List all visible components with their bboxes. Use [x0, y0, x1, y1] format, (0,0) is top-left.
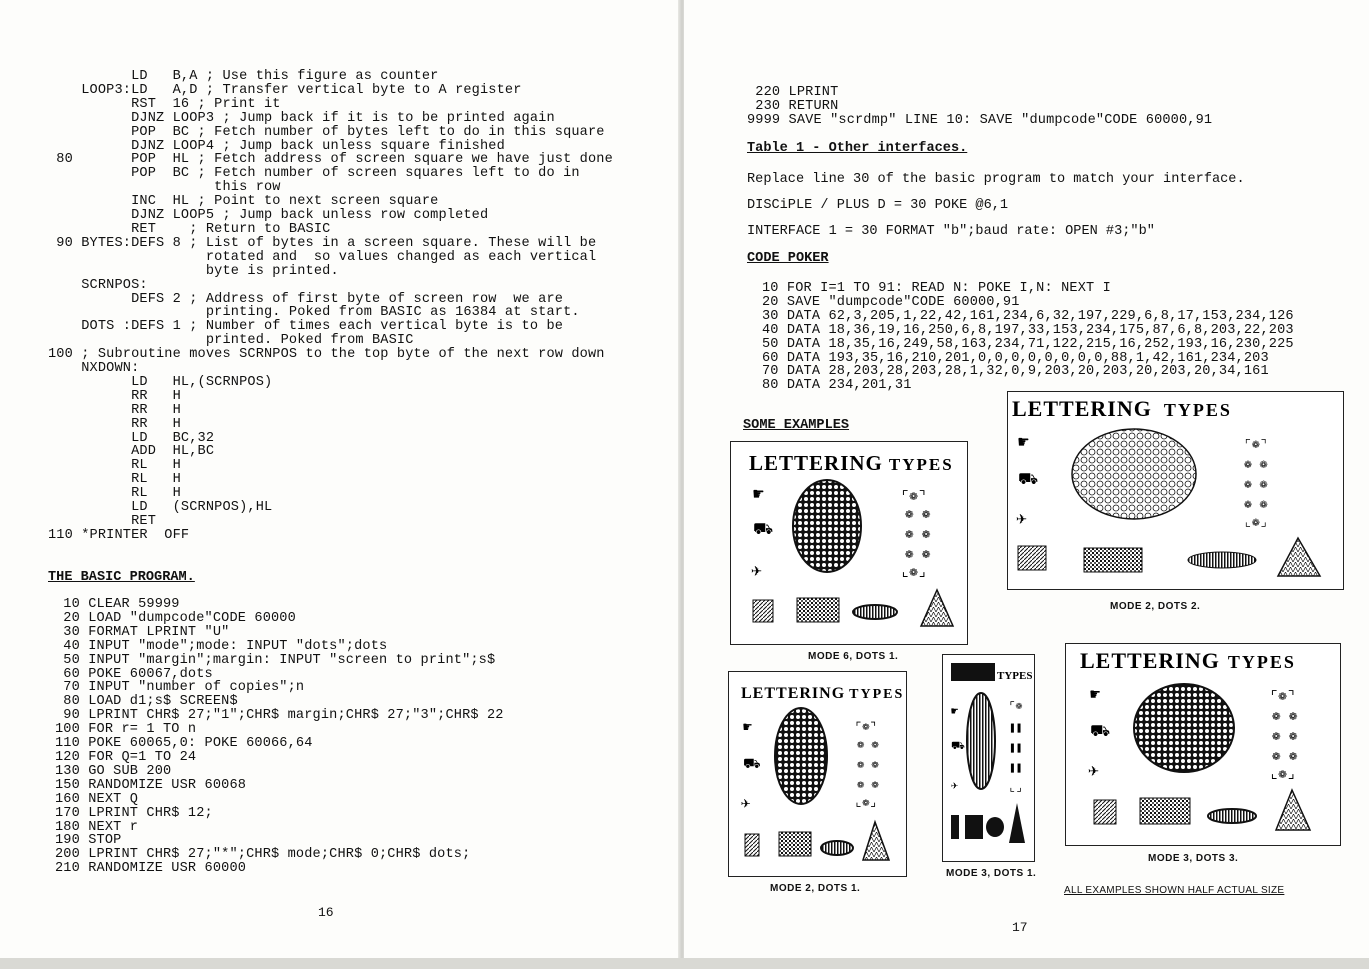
svg-text:☛: ☛	[951, 704, 959, 718]
figure-mode2-dots2	[1007, 391, 1344, 590]
svg-text:☛: ☛	[743, 718, 753, 736]
some-examples-heading: SOME EXAMPLES	[743, 418, 850, 433]
svg-text:☛: ☛	[753, 484, 764, 505]
figure-mode6-dots1	[730, 441, 968, 645]
code-line: DJNZ LOOP4 ; Jump back unless square finished	[48, 138, 505, 154]
svg-text:LETTERINGTYPES	[741, 685, 904, 702]
lettering-sample-image	[943, 655, 1034, 861]
car-icon	[753, 519, 773, 538]
table-1-heading: Table 1 - Other interfaces.	[747, 141, 968, 156]
basic-program-listing	[55, 598, 504, 876]
svg-text:✈: ✈	[1016, 508, 1027, 529]
code-line: rotated and so values changed as each vertical	[48, 249, 597, 265]
code-line: 40 INPUT "mode";mode: INPUT "dots";dots	[55, 638, 388, 654]
lettering-sample-image	[729, 672, 906, 876]
code-line: 70 DATA 28,203,28,203,28,1,32,0,9,203,20,203,20,203,20,34,161	[762, 364, 1269, 380]
hand-icon	[951, 704, 958, 718]
code-line: 230 RETURN	[747, 98, 839, 114]
svg-text:❁ ❁: ❁ ❁	[905, 526, 931, 542]
svg-text:TYPES: TYPES	[997, 670, 1033, 682]
svg-text:❁ ❁: ❁ ❁	[905, 546, 931, 562]
svg-text:❁ ❁: ❁ ❁	[857, 777, 879, 791]
code-line: RL H	[48, 486, 181, 502]
code-line: 180 NEXT r	[55, 819, 139, 835]
caption-mode3-dots3: MODE 3, DOTS 3.	[1148, 853, 1239, 864]
code-line: 150 RANDOMIZE USR 60068	[55, 777, 247, 793]
code-line: 80 LOAD d1;s$ SCREEN$	[55, 694, 238, 710]
page-number-left: 16	[318, 905, 334, 920]
code-line: 30 DATA 62,3,205,1,22,42,161,234,6,32,197,229,6,8,17,153,234,126	[762, 308, 1294, 324]
hand-icon	[1090, 685, 1100, 705]
code-line: RET	[48, 514, 156, 529]
code-line: DJNZ LOOP3 ; Jump back if it is to be printed again	[48, 110, 555, 126]
code-line: 10 FOR I=1 TO 91: READ N: POKE I,N: NEXT I	[762, 281, 1111, 296]
svg-text:✈: ✈	[751, 560, 762, 581]
code-line: RL H	[48, 472, 181, 488]
svg-text:⌜❁⌝: ⌜❁⌝	[1244, 437, 1268, 452]
lettering-sample-image	[1066, 644, 1340, 845]
figure-title-outline: LETTERING	[1012, 396, 1152, 421]
half-size-note: ALL EXAMPLES SHOWN HALF ACTUAL SIZE	[1064, 885, 1285, 896]
code-line: 30 FORMAT LPRINT "U"	[55, 624, 230, 640]
figure-title-plain: TYPES	[849, 687, 905, 702]
caption-mode2-dots2: MODE 2, DOTS 2.	[1110, 601, 1201, 612]
plane-icon	[751, 560, 762, 581]
replace-line-instruction: Replace line 30 of the basic program to match your interface.	[747, 172, 1245, 187]
code-line: POP BC ; Fetch number of screen squares left to do in	[48, 166, 580, 182]
svg-text:⌞❁⌟: ⌞❁⌟	[1244, 515, 1268, 530]
svg-text:❁ ❁: ❁ ❁	[1272, 728, 1298, 744]
plane-icon	[1088, 760, 1099, 781]
svg-text:⌜❁: ⌜❁	[1009, 699, 1023, 712]
assembly-listing	[48, 70, 613, 543]
code-line: POP BC ; Fetch number of bytes left to do in this square	[48, 124, 605, 140]
code-line: LOOP3:LD A,D ; Transfer vertical byte to A register	[48, 82, 522, 98]
code-line: 20 LOAD "dumpcode"CODE 60000	[55, 610, 296, 626]
svg-text:❁ ❁: ❁ ❁	[905, 506, 931, 522]
svg-text:☛: ☛	[1018, 432, 1029, 453]
plane-icon	[1016, 508, 1027, 529]
car-icon	[1018, 469, 1038, 488]
figure-title-plain: TYPES	[1227, 652, 1296, 672]
code-line: printing. Poked from BASIC as 16384 at start.	[48, 305, 580, 321]
code-line: 170 LPRINT CHR$ 12;	[55, 805, 213, 821]
right-page	[684, 0, 1369, 969]
code-line: 9999 SAVE "scrdmp" LINE 10: SAVE "dumpcode"CODE 60000,91	[747, 112, 1213, 128]
svg-text:⛟: ⛟	[753, 519, 774, 538]
svg-text:⛟: ⛟	[1090, 721, 1111, 740]
svg-text:✈: ✈	[1088, 760, 1099, 781]
code-line: 190 STOP	[55, 833, 122, 849]
code-line: 90 LPRINT CHR$ 27;"1";CHR$ margin;CHR$ 27;"3";CHR$ 22	[55, 708, 504, 724]
code-line: ADD HL,BC	[48, 444, 215, 460]
svg-text:⌜❁⌝: ⌜❁⌝	[901, 488, 927, 504]
figure-mode3-dots1	[942, 654, 1035, 862]
code-line: 100 FOR r= 1 TO n	[55, 722, 197, 738]
code-line: 70 INPUT "number of copies";n	[55, 680, 305, 696]
svg-text:❁ ❁: ❁ ❁	[1244, 457, 1268, 472]
svg-text:LETTERINGTYPES	[1012, 396, 1232, 421]
code-line: DEFS 2 ; Address of first byte of screen row we are	[48, 291, 564, 307]
code-line: DOTS :DEFS 1 ; Number of times each vertical byte is to be	[48, 319, 564, 335]
code-line: LD (SCRNPOS),HL	[48, 500, 273, 516]
svg-text:⌜❁⌝: ⌜❁⌝	[1270, 688, 1296, 704]
car-icon	[743, 756, 761, 772]
figure-title-outline: LETTERING	[741, 685, 846, 702]
code-line: SCRNPOS:	[48, 277, 148, 293]
code-line: byte is printed.	[48, 263, 339, 279]
code-line: 60 POKE 60067,dots	[55, 666, 213, 682]
page-number-right: 17	[1012, 920, 1028, 935]
svg-text:⌜❁⌝: ⌜❁⌝	[855, 719, 877, 733]
plane-icon	[951, 778, 958, 792]
code-line: 50 INPUT "margin";margin: INPUT "screen to print";s$	[55, 652, 496, 668]
code-line: LD BC,32	[48, 430, 215, 446]
code-line: 80 POP HL ; Fetch address of screen square we have just done	[48, 152, 613, 168]
code-line: 120 FOR Q=1 TO 24	[55, 749, 197, 765]
svg-text:LETTERINGTYPES	[1080, 648, 1296, 673]
lettering-sample-image	[1008, 392, 1343, 589]
svg-text:☛: ☛	[1090, 685, 1101, 705]
svg-text:❁ ❁: ❁ ❁	[1244, 497, 1268, 512]
code-line: 200 LPRINT CHR$ 27;"*";CHR$ mode;CHR$ 0;CHR$ dots;	[55, 847, 471, 863]
code-line: RST 16 ; Print it	[48, 96, 281, 112]
figure-title-outline: LETTERING	[1080, 648, 1220, 673]
code-line: 20 SAVE "dumpcode"CODE 60000,91	[762, 294, 1020, 310]
code-line: 40 DATA 18,36,19,16,250,6,8,197,33,153,234,175,87,6,8,203,22,203	[762, 322, 1294, 338]
left-page	[0, 0, 680, 969]
code-line: RL H	[48, 458, 181, 474]
svg-text:✈: ✈	[741, 793, 751, 812]
code-line: 110 POKE 60065,0: POKE 60066,64	[55, 736, 313, 752]
caption-mode3-dots1: MODE 3, DOTS 1.	[946, 868, 1037, 879]
code-line: 80 DATA 234,201,31	[762, 378, 912, 394]
code-line: 210 RANDOMIZE USR 60000	[55, 861, 247, 877]
code-line: LD HL,(SCRNPOS)	[48, 374, 273, 390]
code-line: LD B,A ; Use this figure as counter	[48, 69, 439, 84]
code-line: 220 LPRINT	[747, 85, 839, 100]
code-line: 10 CLEAR 59999	[55, 597, 180, 612]
basic-program-continuation	[747, 86, 1212, 128]
lettering-sample-image	[731, 442, 967, 644]
basic-program-heading: THE BASIC PROGRAM.	[48, 570, 195, 585]
page-bottom-edge	[0, 958, 1369, 969]
code-line: 90 BYTES:DEFS 8 ; List of bytes in a screen square. These will be	[48, 235, 597, 251]
svg-text:✈: ✈	[951, 778, 959, 792]
svg-text:❁ ❁: ❁ ❁	[857, 737, 879, 751]
svg-text:❚❚: ❚❚	[1009, 741, 1023, 754]
code-line: printed. Poked from BASIC	[48, 333, 414, 349]
code-line: RET ; Return to BASIC	[48, 221, 331, 237]
car-icon	[951, 739, 965, 752]
svg-text:❁ ❁: ❁ ❁	[1272, 748, 1298, 764]
disciple-plus-d-line: DISCiPLE / PLUS D = 30 POKE @6,1	[747, 198, 1009, 213]
code-line: RR H	[48, 416, 181, 432]
figure-title-plain: TYPES	[888, 455, 954, 474]
code-line: INC HL ; Point to next screen square	[48, 194, 439, 210]
hand-icon	[743, 718, 752, 736]
svg-text:LETTERINGTYPES	[749, 451, 954, 475]
code-line: 50 DATA 18,35,16,249,58,163,234,71,122,215,16,252,193,16,230,225	[762, 336, 1294, 352]
code-line: RR H	[48, 402, 181, 418]
code-line: 100 ; Subroutine moves SCRNPOS to the top byte of the next row down	[48, 347, 605, 363]
interface-1-line: INTERFACE 1 = 30 FORMAT "b";baud rate: OPEN #3;"b"	[747, 224, 1155, 239]
svg-text:⛟: ⛟	[1018, 469, 1039, 488]
figure-mode3-dots3	[1065, 643, 1341, 846]
svg-text:❁ ❁: ❁ ❁	[857, 757, 879, 771]
caption-mode2-dots1: MODE 2, DOTS 1.	[770, 883, 861, 894]
code-line: 60 DATA 193,35,16,210,201,0,0,0,0,0,0,0,0,88,1,42,161,234,203	[762, 350, 1269, 366]
code-line: 110 *PRINTER OFF	[48, 527, 190, 543]
svg-text:⌞❁⌟: ⌞❁⌟	[855, 795, 877, 809]
svg-text:❚❚: ❚❚	[1009, 761, 1023, 774]
hand-icon	[753, 484, 764, 505]
car-icon	[1090, 721, 1110, 740]
svg-text:⛟: ⛟	[951, 739, 965, 752]
code-line: this row	[48, 180, 281, 196]
svg-text:❁ ❁: ❁ ❁	[1244, 477, 1268, 492]
plane-icon	[741, 793, 751, 812]
code-line: 130 GO SUB 200	[55, 763, 172, 779]
code-line: 160 NEXT Q	[55, 791, 139, 807]
code-poker-heading: CODE POKER	[747, 251, 829, 266]
hand-icon	[1018, 432, 1029, 453]
code-line: RR H	[48, 388, 181, 404]
code-poker-listing	[762, 282, 1294, 393]
svg-text:⌞⌟: ⌞⌟	[1009, 781, 1023, 794]
figure-title-outline: LETTERING	[749, 451, 883, 475]
code-line: NXDOWN:	[48, 361, 140, 377]
svg-text:⌞❁⌟: ⌞❁⌟	[1270, 766, 1296, 782]
svg-text:⛟: ⛟	[743, 756, 761, 772]
figure-mode2-dots1	[728, 671, 907, 877]
svg-text:⌞❁⌟: ⌞❁⌟	[901, 564, 927, 580]
svg-text:❁ ❁: ❁ ❁	[1272, 708, 1298, 724]
code-line: DJNZ LOOP5 ; Jump back unless row completed	[48, 208, 489, 224]
svg-text:❚❚: ❚❚	[1009, 721, 1023, 734]
caption-mode6-dots1: MODE 6, DOTS 1.	[808, 651, 899, 662]
figure-title-plain: TYPES	[1163, 400, 1232, 420]
